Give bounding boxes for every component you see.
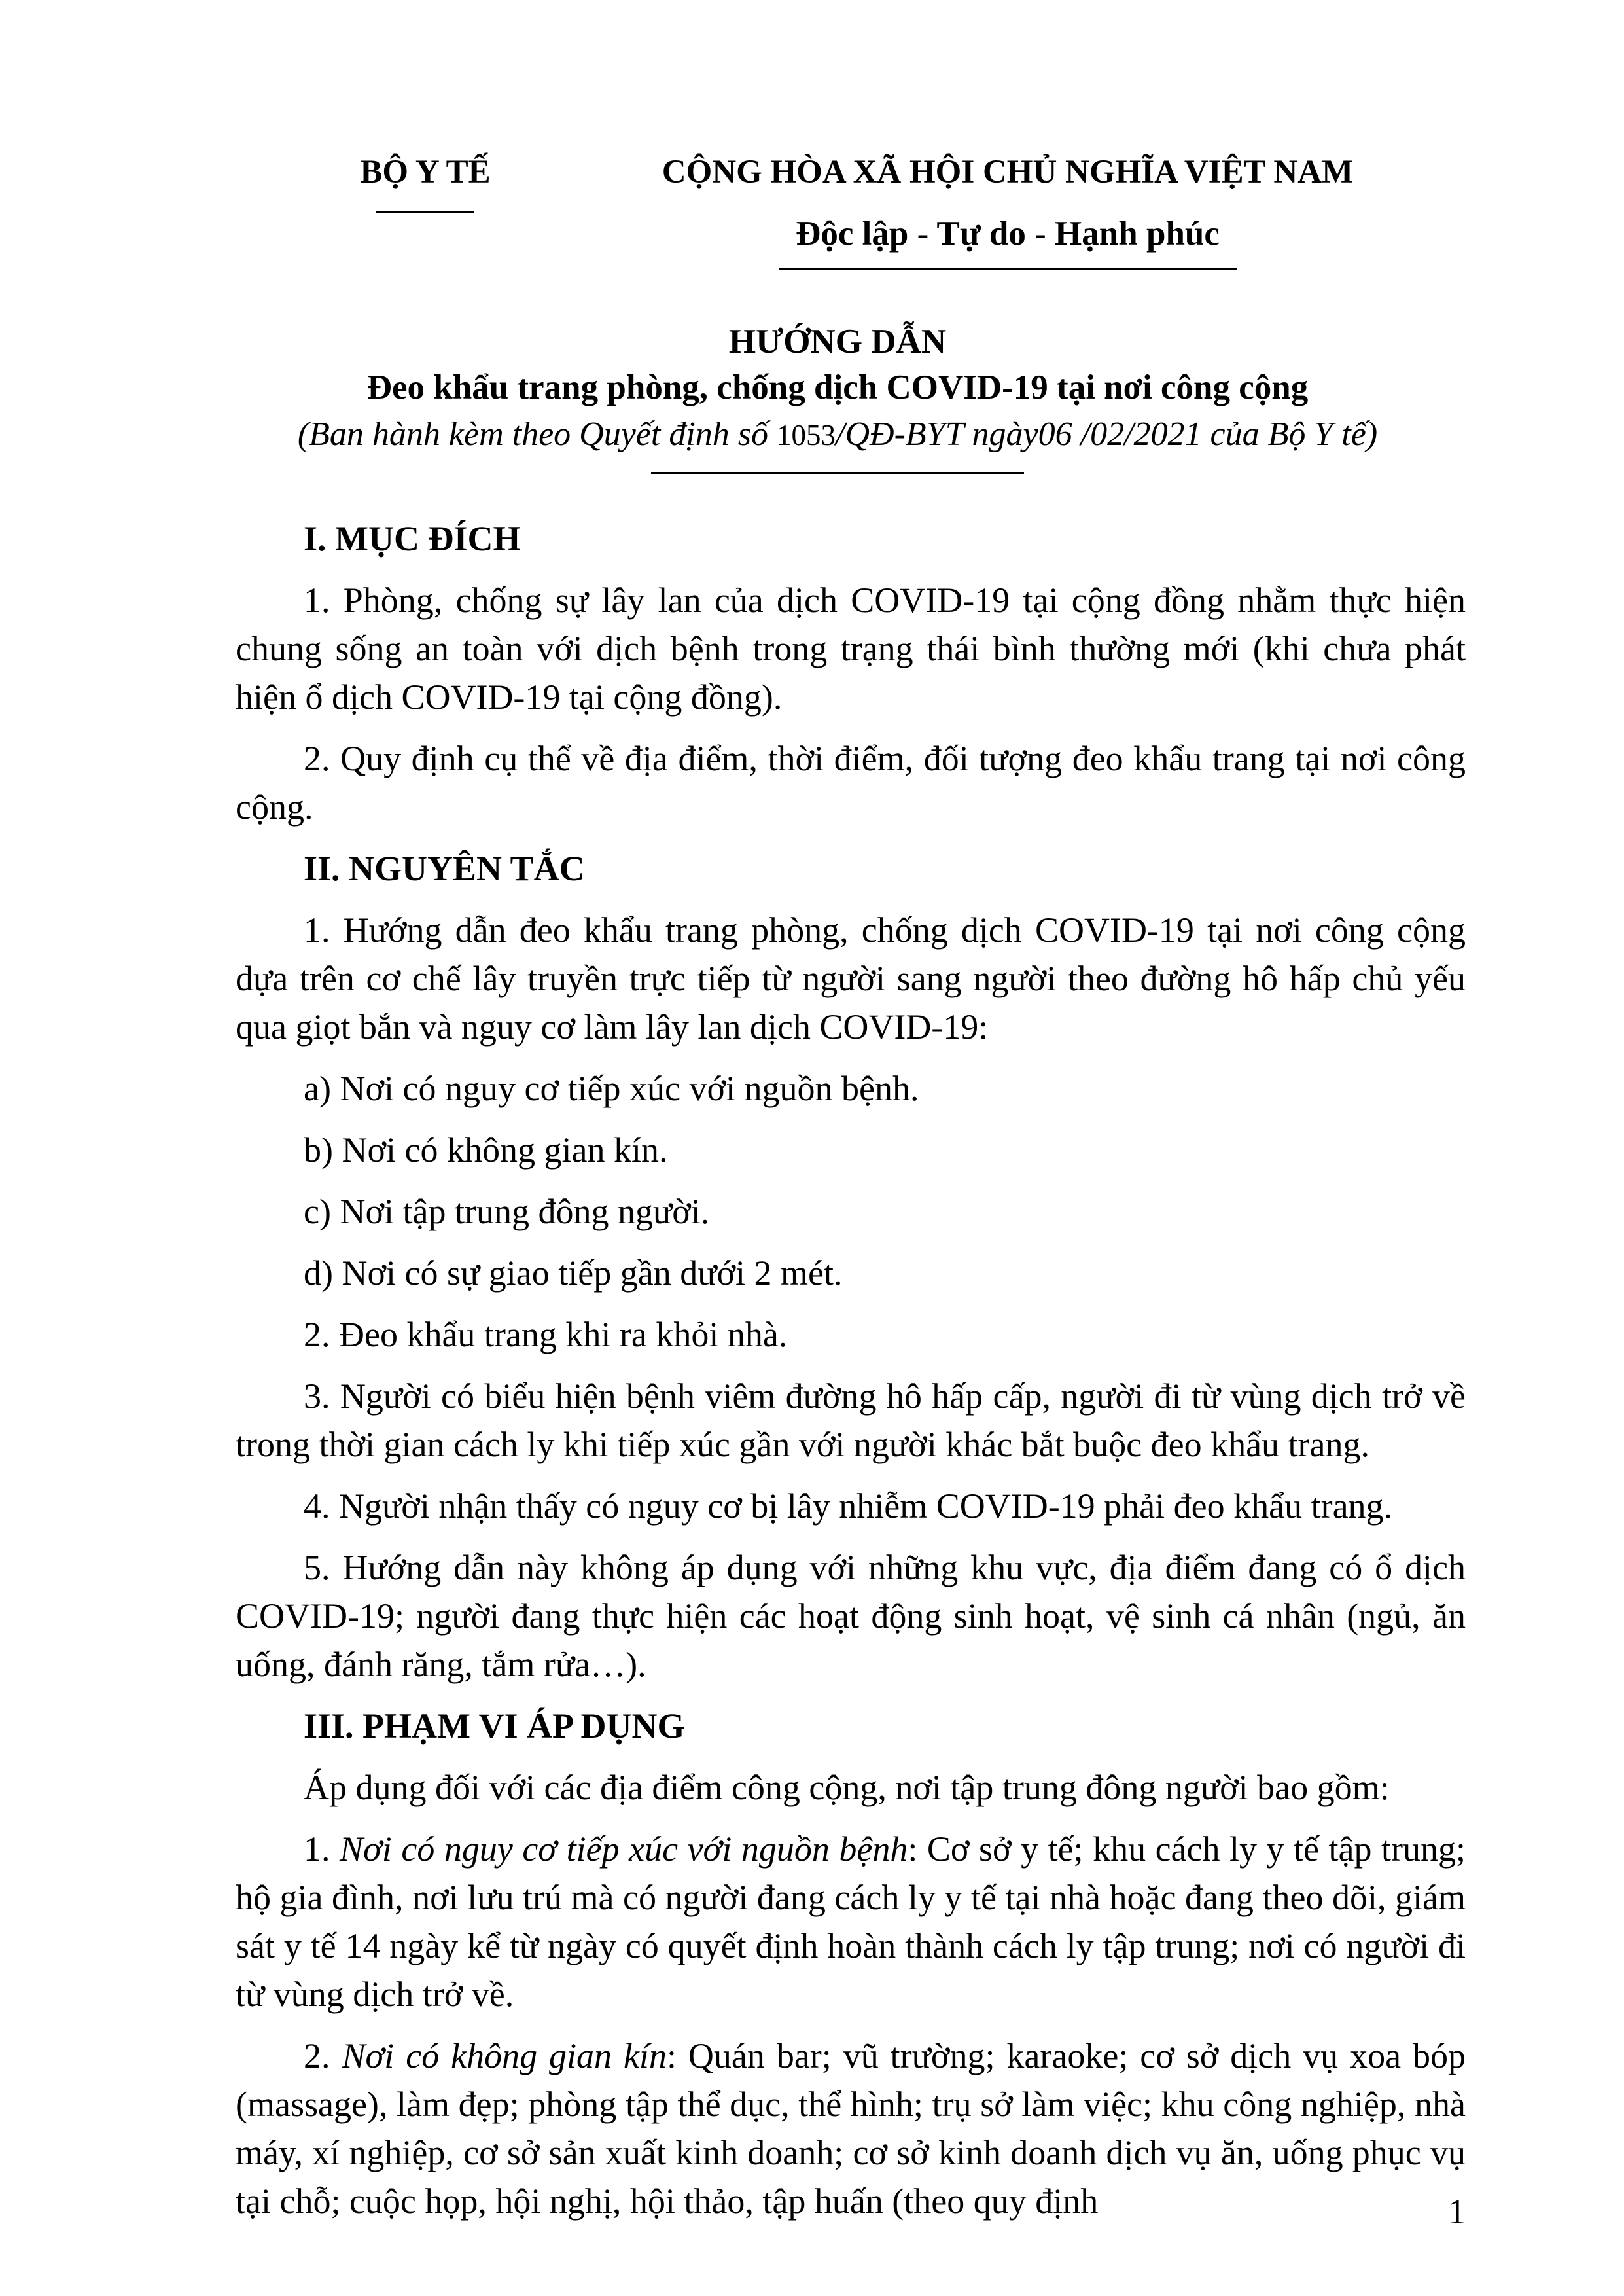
section-heading-scope: III. PHẠM VI ÁP DỤNG: [304, 1706, 685, 1746]
document-body: [236, 504, 1466, 2238]
scope-item-prefix: 1.: [304, 1829, 340, 1869]
scope-item-term: Nơi có nguy cơ tiếp xúc với nguồn bệnh: [340, 1829, 908, 1869]
purpose-paragraph: 2. Quy định cụ thể về địa điểm, thời điểm, đối tượng đeo khẩu trang tại nơi công cộng.: [236, 739, 1466, 827]
ministry-header: [314, 151, 537, 213]
issuance-note: [222, 411, 1453, 459]
purpose-paragraph: 1. Phòng, chống sự lây lan của dịch COVID-19 tại cộng đồng nhằm thực hiện chung sống an toàn với dịch bệnh trong trạng thái bình thường mới (khi chưa phát hiện ổ dịch COVID-19 tại cộng đồng).: [236, 581, 1466, 717]
national-motto: Độc lập - Tự do - Hạnh phúc: [796, 215, 1220, 253]
title-underline: [651, 472, 1024, 474]
scope-intro: Áp dụng đối với các địa điểm công cộng, nơi tập trung đông người bao gồm:: [304, 1768, 1390, 1807]
principle-paragraph: d) Nơi có sự giao tiếp gần dưới 2 mét.: [304, 1253, 843, 1293]
principle-paragraph: 5. Hướng dẫn này không áp dụng với những khu vực, địa điểm đang có ổ dịch COVID-19; người đang thực hiện các hoạt động sinh hoạt, vệ sinh cá nhân (ngủ, ăn uống, đánh răng, tắm rửa…).: [236, 1548, 1466, 1684]
scope-item: [236, 2032, 1466, 2225]
principle-paragraph: b) Nơi có không gian kín.: [304, 1130, 668, 1170]
principle-paragraph: 2. Đeo khẩu trang khi ra khỏi nhà.: [304, 1315, 788, 1354]
scope-item-prefix: 2.: [304, 2036, 342, 2075]
page-number: 1: [1448, 2192, 1466, 2231]
principle-paragraph: 4. Người nhận thấy có nguy cơ bị lây nhiễm COVID-19 phải đeo khẩu trang.: [304, 1486, 1393, 1526]
country-name: CỘNG HÒA XÃ HỘI CHỦ NGHĨA VIỆT NAM: [662, 154, 1354, 190]
document-type: HƯỚNG DẪN: [728, 323, 947, 361]
principle-paragraph: 3. Người có biểu hiện bệnh viêm đường hô hấp cấp, người đi từ vùng dịch trở về trong thời gian cách ly khi tiếp xúc gần với người khác bắt buộc đeo khẩu trang.: [236, 1376, 1466, 1464]
section-heading-principles: II. NGUYÊN TẮC: [304, 849, 585, 888]
scope-item: [236, 1825, 1466, 2018]
scope-item-text: : Quán bar; vũ trường; karaoke; cơ sở dịch vụ xoa bóp (massage), làm đẹp; phòng tập thể dục, thể hình; trụ sở làm việc; khu công nghiệp, nhà máy, xí nghiệp, cơ sở sản xuất kinh doanh; cơ sở kinh doanh dịch vụ ăn, uống phục vụ tại chỗ; cuộc họp, hội nghị, hội thảo, tập huấn (theo quy định: [236, 2036, 1466, 2221]
issuance-suffix: /QĐ-BYT ngày06 /02/2021 của Bộ Y tế): [836, 416, 1378, 453]
document-title-block: [222, 319, 1453, 474]
motto-underline: [779, 268, 1237, 270]
principle-paragraph: a) Nơi có nguy cơ tiếp xúc với nguồn bệnh.: [304, 1069, 919, 1108]
scope-item-term: Nơi có không gian kín: [342, 2036, 667, 2075]
section-heading-purpose: I. MỤC ĐÍCH: [304, 519, 521, 558]
issuance-prefix: (Ban hành kèm theo Quyết định số: [297, 416, 777, 453]
national-header: [576, 151, 1439, 270]
ministry-underline: [376, 211, 474, 213]
principle-paragraph: c) Nơi tập trung đông người.: [304, 1192, 710, 1231]
document-subject: Đeo khẩu trang phòng, chống dịch COVID-19 tại nơi công cộng: [366, 368, 1309, 406]
decision-number: 1053: [777, 419, 836, 452]
scope-item-text: : Cơ sở y tế; khu cách ly y tế tập trung; hộ gia đình, nơi lưu trú mà có người đang cách ly y tế tại nhà hoặc đang theo dõi, giám sát y tế 14 ngày kể từ ngày có quyết định hoàn thành cách ly tập trung; nơi có người đi từ vùng dịch trở về.: [236, 1829, 1466, 2014]
ministry-name: BỘ Y TẾ: [360, 154, 491, 190]
principle-paragraph: 1. Hướng dẫn đeo khẩu trang phòng, chống dịch COVID-19 tại nơi công cộng dựa trên cơ chế lây truyền trực tiếp từ người sang người theo đường hô hấp chủ yếu qua giọt bắn và nguy cơ làm lây lan dịch COVID-19:: [236, 910, 1466, 1047]
